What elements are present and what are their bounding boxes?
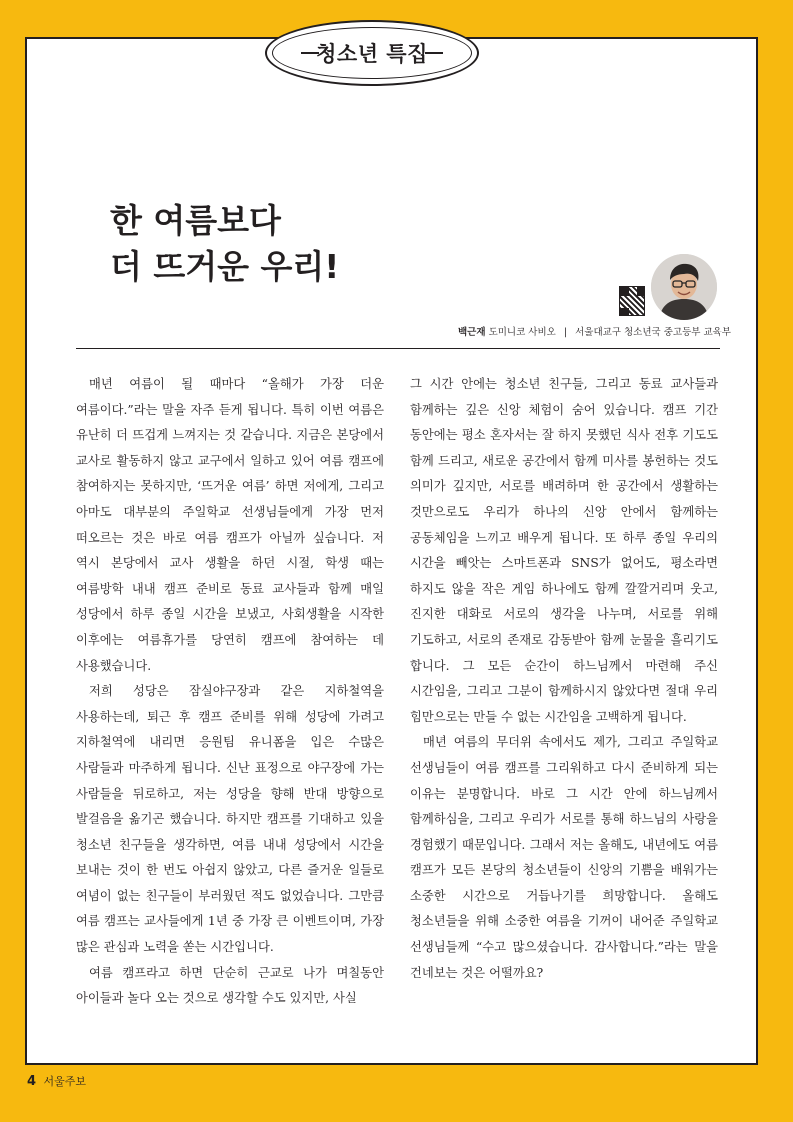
paragraph-continued: 그 시간 안에는 청소년 친구들, 그리고 동료 교사들과 함께하는 깊은 신앙 체험이 숨어 있습니다. 캠프 기간 동안에는 평소 혼자서는 잘 하지 못했던 식사 전후 기도도 함께 드리고, 새로운 공간에서 함께 미사를 봉헌하는 것도 의미가 깊지만, 서로를 배려하며 한 공간에서 생활하는 것만으로도 우리가 하나의 신앙 안에서 함께하는 공동체임을 느끼고 배우게 됩니다. 또 하루 종일 우리의 시간을 빼앗는 스마트폰과 SNS가 없어도, 평소라면 하지도 않을 작은 게임 하나에도 함께 깔깔거리며 웃고, 진지한 대화로 서로의 생각을 나누며, 서로를 위해 기도하고, 서로의 존재로 감동받아 함께 눈물을 흘리기도 합니다. 그 모든 순간이 하느님께서 마련해 주신 시간임을, 그리고 그분이 함께하시지 않았다면 절대 우리 힘만으로는 만들 수 없는 시간임을 고백하게 됩니다. [410,377,718,724]
section-badge [265,20,479,86]
publication-name: 서울주보 [43,1075,87,1088]
paragraph: 여름 캠프라고 하면 단순히 근교로 나가 며칠동안 아이들과 놀다 오는 것으로 생각할 수도 있지만, 사실 [76,965,384,1006]
paragraph: 매년 여름의 무더위 속에서도 제가, 그리고 주일학교 선생님들이 여름 캠프를 그리워하고 다시 준비하게 되는 이유는 분명합니다. 바로 그 시간 안에 하느님께서 함께하심을, 그리고 우리가 서로를 통해 하느님의 사랑을 경험했기 때문입니다. 그래서 저는 올해도, 내년에도 여름 캠프가 모든 본당의 청소년들이 신앙의 기쁨을 배워가는 소중한 시간으로 거듭나기를 희망합니다. 올해도 청소년들을 위해 소중한 여름을 기꺼이 내어준 주일학교 선생님들께 “수고 많으셨습니다. 감사합니다.”라는 말을 건네보는 것은 어떨까요? [410,735,718,980]
author-photo-icon [651,254,717,320]
qr-code-icon[interactable] [619,286,645,316]
page-footer [27,1073,86,1089]
author-byline [458,324,731,338]
byline-separator: | [563,327,568,338]
headline-line-1: 한 여름보다 [110,201,281,240]
author-name: 백근재 [458,327,486,338]
page-number: 4 [27,1074,37,1089]
headline-line-2: 더 뜨거운 우리! [110,247,340,286]
article-headline [110,198,339,290]
paragraph: 저희 성당은 잠실야구장과 같은 지하철역을 사용하는데, 퇴근 후 캠프 준비를 위해 성당에 가려고 지하철역에 내리면 응원팀 유니폼을 입은 수많은 사람들과 마주하게 됩니다. 신난 표정으로 야구장에 가는 사람들을 뒤로하고, 저는 성당을 향해 반대 방향으로 발걸음을 옮기곤 했습니다. 하지만 캠프를 기대하고 있을 청소년 친구들을 생각하면, 여름 내내 성당에서 시간을 보내는 것이 한 번도 아쉽지 않았고, 다른 즐거운 일들로 여념이 없는 친구들이 부러웠던 적도 없었습니다. 그만큼 여름 캠프는 교사들에게 1년 중 가장 큰 이벤트이며, 가장 많은 관심과 노력을 쏟는 시간입니다. [76,684,384,955]
body-column-right [410,372,718,986]
paragraph: 매년 여름이 될 때마다 “올해가 가장 더운 여름이다.”라는 말을 자주 듣게 됩니다. 특히 이번 여름은 유난히 더 뜨겁게 느껴지는 것 같습니다. 지금은 본당에서 교사로 활동하지 않고 교구에서 일하고 있어 여름 캠프에 참여하지는 못하지만, ‘뜨거운 여름’ 하면 저에게, 그리고 아마도 대부분의 주일학교 선생님들에게 가장 먼저 떠오르는 것은 바로 여름 캠프가 아닐까 싶습니다. 저 역시 본당에서 교사 생활을 하던 시절, 학생 때는 여름방학 내내 캠프 준비로 동료 교사들과 함께 매일 성당에서 하루 종일 시간을 보냈고, 사회생활을 시작한 이후에는 여름휴가를 당연히 캠프에 참여하는 데 사용했습니다. [76,377,384,673]
body-column-left [76,372,384,1012]
author-affiliation: 서울대교구 청소년국 중고등부 교육부 [575,327,731,338]
author-role: 도미니코 사비오 [488,327,556,338]
header-divider [76,348,720,349]
section-badge-label: 청소년 특집 [316,42,428,66]
author-avatar [651,254,717,320]
